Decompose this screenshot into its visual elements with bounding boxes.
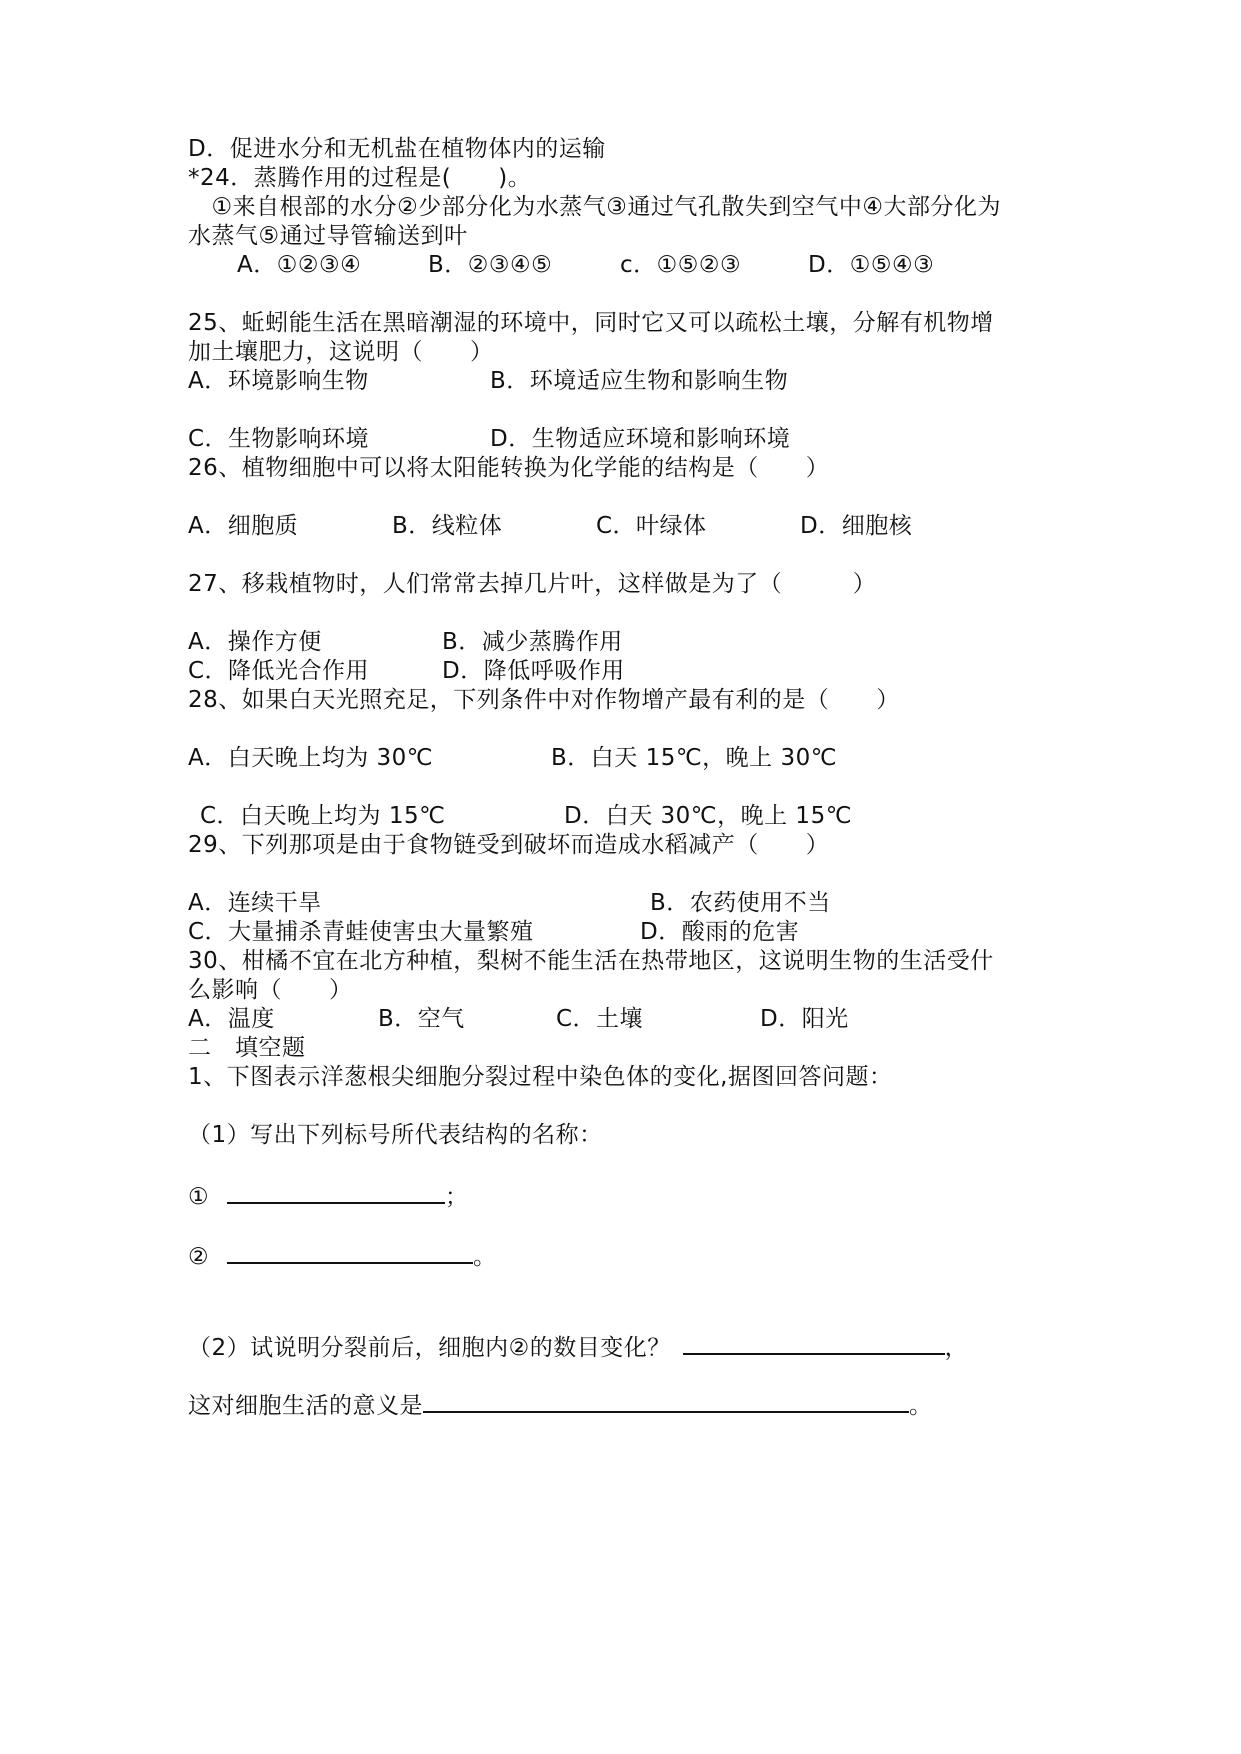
q28-option-c: C．白天晚上均为 15℃ [200, 803, 446, 829]
q30-option-b: B．空气 [378, 1006, 465, 1032]
q24-body-line2: 水蒸气⑤通过导管输送到叶 [188, 223, 468, 249]
q29-option-b: B．农药使用不当 [650, 890, 831, 916]
q29-stem: 29、下列那项是由于食物链受到破坏而造成水稻减产（ ） [188, 832, 830, 858]
q27-option-d: D．降低呼吸作用 [442, 658, 625, 684]
q28-option-a: A．白天晚上均为 30℃ [188, 745, 434, 771]
q26-option-b: B．线粒体 [392, 513, 503, 539]
q24-body-line1: ①来自根部的水分②少部分化为水蒸气③通过气孔散失到空气中④大部分化为 [188, 194, 1001, 220]
blank-2-end: 。 [472, 1244, 497, 1270]
q27-option-b: B．减少蒸腾作用 [442, 629, 623, 655]
fill-q1-part1: （1）写出下列标号所代表结构的名称： [188, 1122, 603, 1148]
fill-q1-part3: 这对细胞生活的意义是 [188, 1393, 423, 1419]
q25-stem-line1: 25、蚯蚓能生活在黑暗潮湿的环境中，同时它又可以疏松土壤，分解有机物增 [188, 310, 994, 336]
q23-option-d: D．促进水分和无机盐在植物体内的运输 [188, 136, 606, 162]
q25-stem-line2: 加土壤肥力，这说明（ ） [188, 339, 494, 365]
blank-3-input[interactable] [683, 1331, 945, 1355]
q28-option-d: D．白天 30℃，晚上 15℃ [564, 803, 853, 829]
q24-option-c: c．①⑤②③ [620, 252, 742, 278]
q30-option-d: D．阳光 [760, 1006, 849, 1032]
q24-option-d: D．①⑤④③ [808, 252, 935, 278]
blank-1-label: ① [188, 1184, 210, 1210]
q25-option-a: A．环境影响生物 [188, 368, 369, 394]
q27-option-a: A．操作方便 [188, 629, 322, 655]
q29-option-a: A．连续干旱 [188, 890, 322, 916]
q25-option-b: B．环境适应生物和影响生物 [490, 368, 789, 394]
section-heading: 二 填空题 [188, 1035, 306, 1061]
q24-stem: *24．蒸腾作用的过程是( )。 [188, 165, 532, 191]
q26-stem: 26、植物细胞中可以将太阳能转换为化学能的结构是（ ） [188, 455, 830, 481]
blank-1-end: ； [444, 1184, 469, 1210]
fill-blank-2-row [188, 1240, 496, 1272]
q28-option-b: B．白天 15℃，晚上 30℃ [551, 745, 838, 771]
q30-stem-line1: 30、柑橘不宜在北方种植，梨树不能生活在热带地区，这说明生物的生活受什 [188, 948, 994, 974]
q30-option-c: C．土壤 [556, 1006, 644, 1032]
fill-q1-part2: （2）试说明分裂前后，细胞内②的数目变化？ [188, 1335, 671, 1361]
blank-4-input[interactable] [423, 1389, 909, 1413]
fill-q1-stem: 1、下图表示洋葱根尖细胞分裂过程中染色体的变化,据图回答问题： [188, 1064, 893, 1090]
q25-option-c: C．生物影响环境 [188, 426, 370, 452]
q26-option-c: C．叶绿体 [596, 513, 707, 539]
blank-4-end: 。 [909, 1393, 933, 1419]
fill-q1-part2-row [188, 1331, 968, 1363]
q26-option-a: A．细胞质 [188, 513, 299, 539]
blank-2-input[interactable] [227, 1240, 473, 1264]
q29-option-d: D．酸雨的危害 [640, 919, 800, 945]
blank-2-label: ② [188, 1244, 210, 1270]
blank-1-input[interactable] [227, 1180, 445, 1204]
q25-option-d: D．生物适应环境和影响环境 [490, 426, 791, 452]
q24-option-a: A．①②③④ [237, 252, 362, 278]
blank-3-end: ， [944, 1335, 969, 1361]
q29-option-c: C．大量捕杀青蛙使害虫大量繁殖 [188, 919, 534, 945]
q30-option-a: A．温度 [188, 1006, 275, 1032]
q28-stem: 28、如果白天光照充足，下列条件中对作物增产最有利的是（ ） [188, 687, 900, 713]
q30-stem-line2: 么影响（ ） [188, 977, 353, 1003]
fill-q1-part3-row [188, 1389, 933, 1421]
q27-option-c: C．降低光合作用 [188, 658, 370, 684]
q26-option-d: D．细胞核 [800, 513, 913, 539]
fill-blank-1-row [188, 1180, 468, 1212]
q24-option-b: B．②③④⑤ [428, 252, 553, 278]
q27-stem: 27、移栽植物时，人们常常去掉几片叶，这样做是为了（ ） [188, 571, 877, 597]
